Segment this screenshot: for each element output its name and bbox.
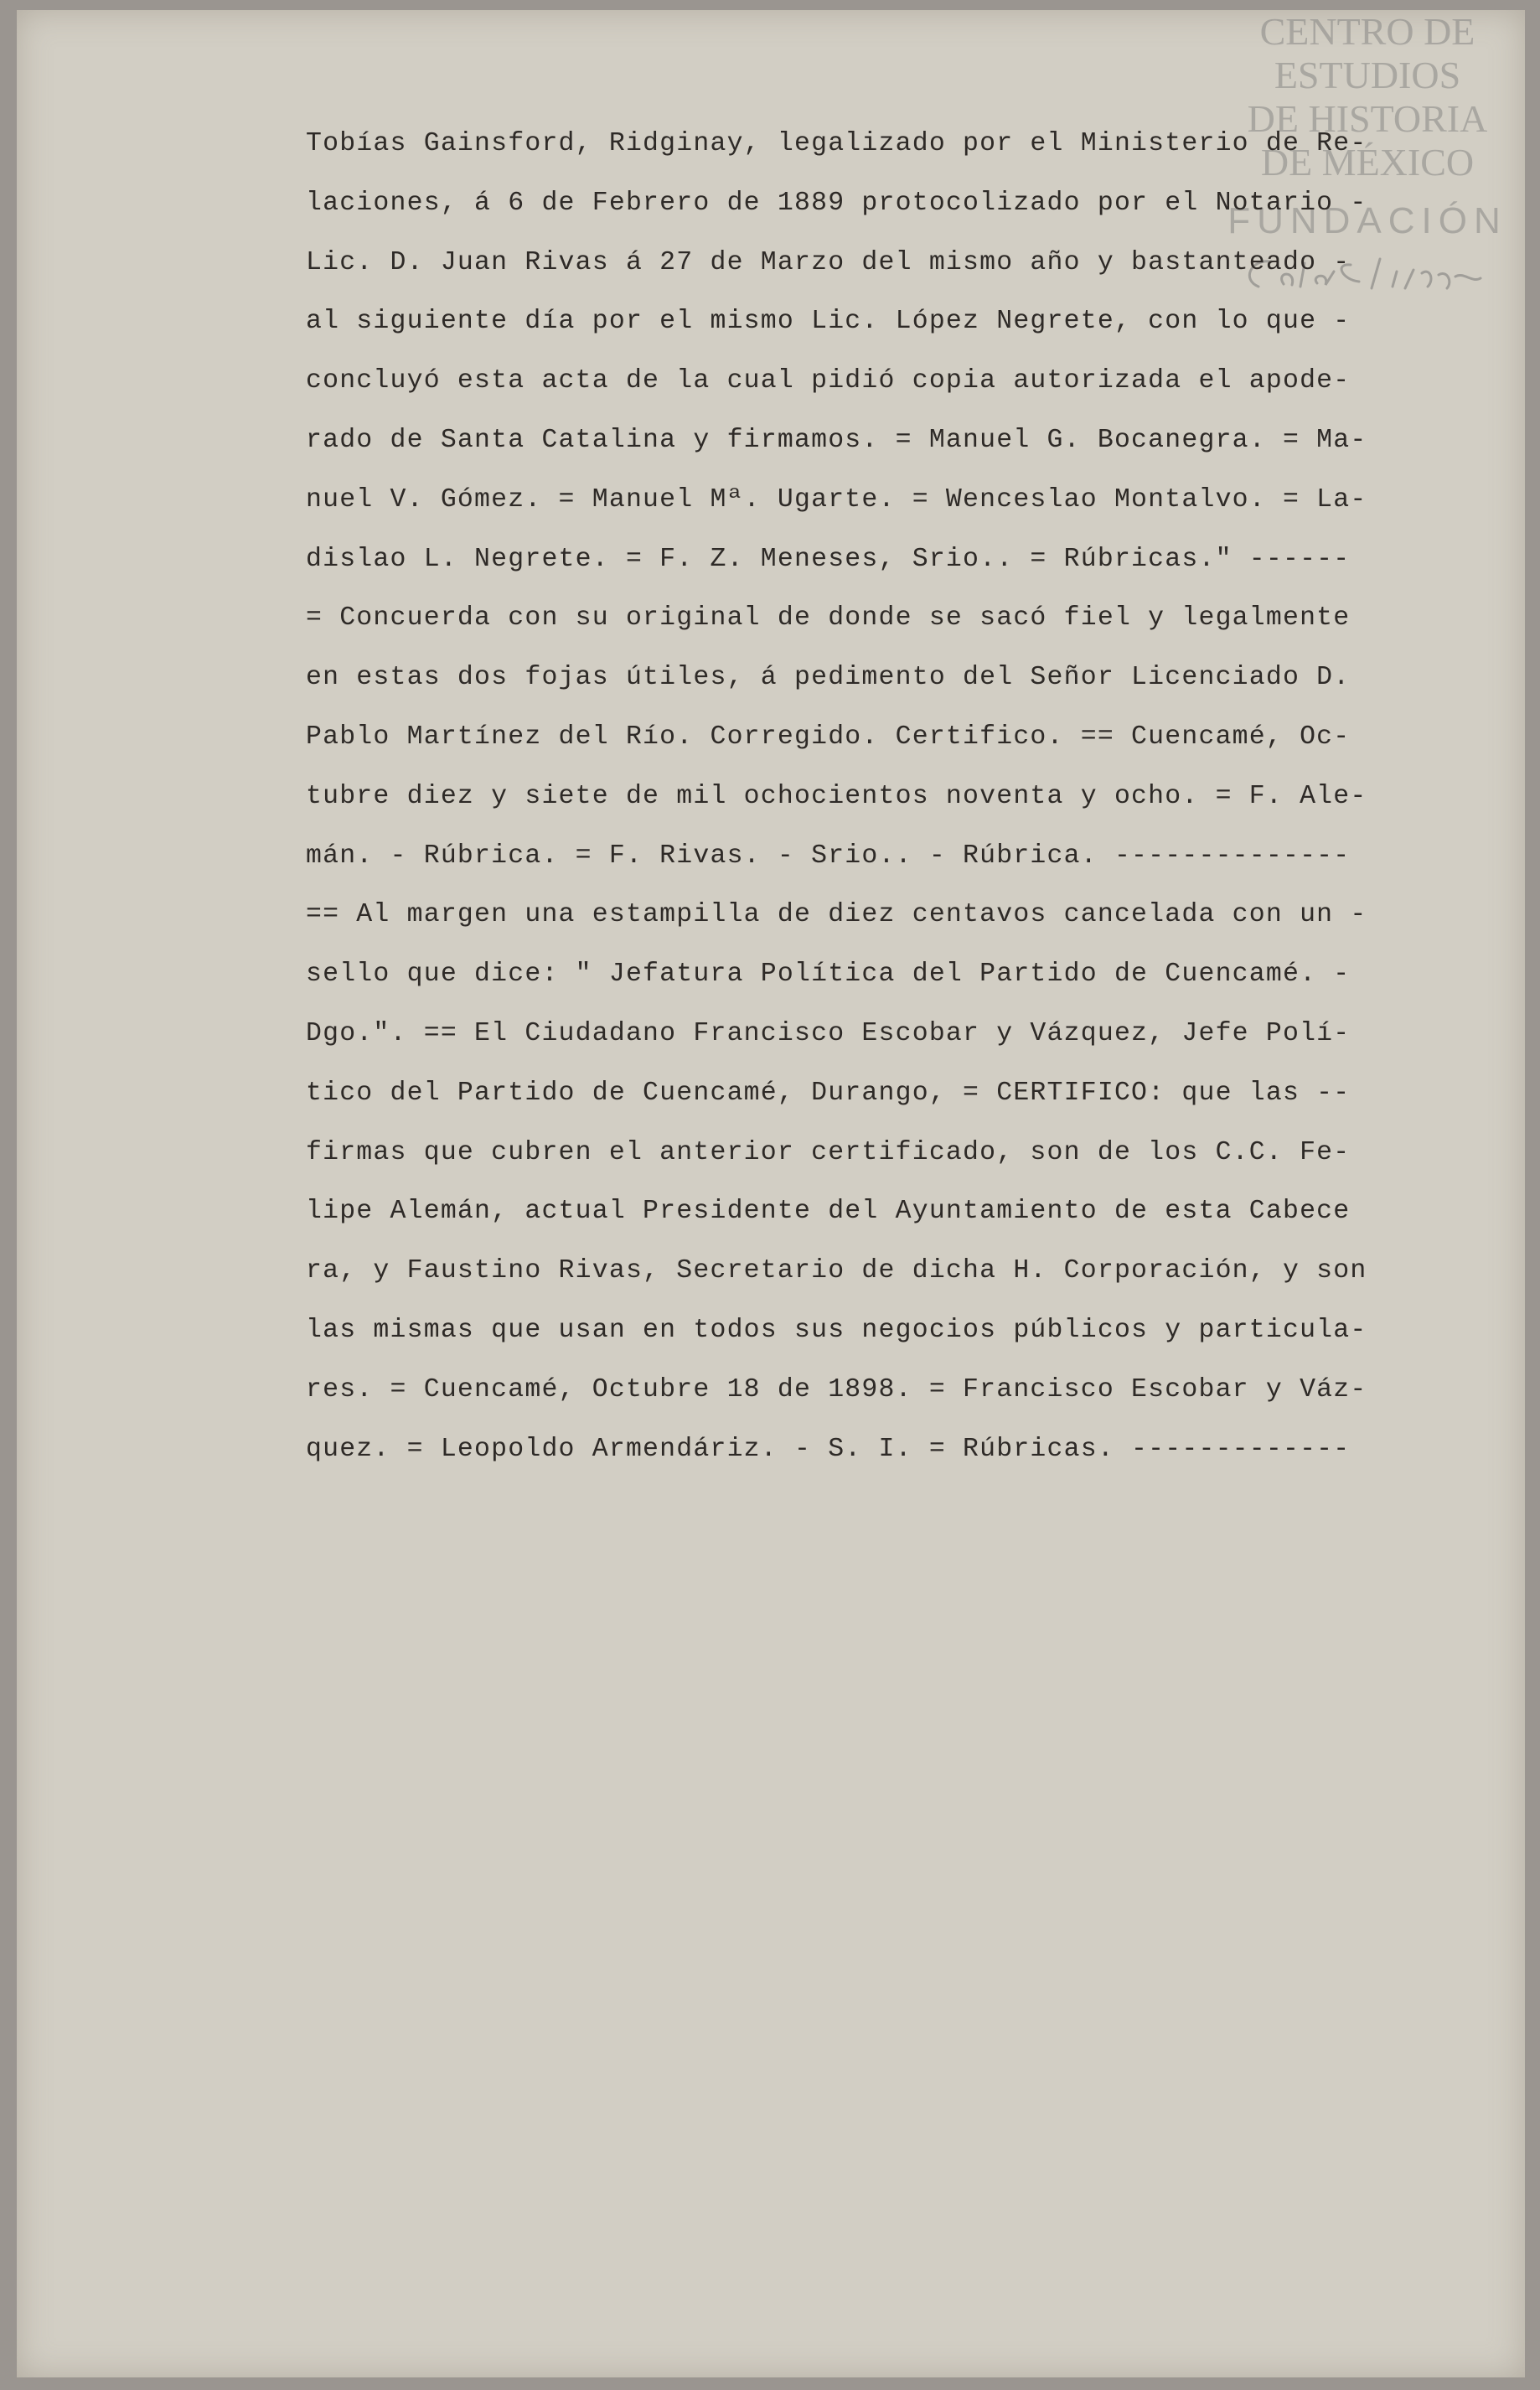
text-line: = Concuerda con su original de donde se sacó fiel y legalmente	[306, 603, 1351, 634]
text-line: sello que dice: " Jefatura Política del Partido de Cuencamé. -	[306, 960, 1351, 990]
text-line: tubre diez y siete de mil ochocientos noventa y ocho. = F. Ale-	[306, 781, 1367, 811]
text-line: mán. - Rúbrica. = F. Rivas. - Srio.. - Rúbrica. --------------	[306, 841, 1351, 871]
text-line: en estas dos fojas útiles, á pedimento del Señor Licenciado D.	[306, 663, 1351, 693]
text-line: nuel V. Gómez. = Manuel Mª. Ugarte. = Wenceslao Montalvo. = La-	[306, 484, 1367, 515]
text-line: al siguiente día por el mismo Lic. López Negrete, con lo que -	[306, 307, 1351, 337]
text-line: quez. = Leopoldo Armendáriz. - S. I. = Rúbricas. -------------	[306, 1434, 1351, 1464]
watermark-line-2: ESTUDIOS	[1274, 54, 1461, 96]
text-line: dislao L. Negrete. = F. Z. Meneses, Srio.. = Rúbricas." ------	[306, 544, 1351, 574]
text-line: Lic. D. Juan Rivas á 27 de Marzo del mismo año y bastanteado -	[306, 247, 1351, 277]
text-line: lipe Alemán, actual Presidente del Ayuntamiento de esta Cabece	[306, 1197, 1351, 1227]
document-page	[17, 10, 1525, 2377]
text-line: res. = Cuencamé, Octubre 18 de 1898. = Francisco Escobar y Váz-	[306, 1374, 1367, 1405]
text-line: rado de Santa Catalina y firmamos. = Manuel G. Bocanegra. = Ma-	[306, 425, 1367, 455]
text-line: tico del Partido de Cuencamé, Durango, = CERTIFICO: que las --	[306, 1078, 1351, 1108]
watermark-line-3: DE HISTORIA	[1247, 97, 1488, 140]
text-line: firmas que cubren el anterior certificado, son de los C.C. Fe-	[306, 1137, 1351, 1167]
text-line: las mismas que usan en todos sus negocios públicos y particula-	[306, 1315, 1367, 1345]
text-line: Dgo.". == El Ciudadano Francisco Escobar y Vázquez, Jefe Polí-	[306, 1018, 1351, 1048]
document-body	[306, 115, 1462, 1479]
text-line: ra, y Faustino Rivas, Secretario de dicha H. Corporación, y son	[306, 1256, 1367, 1286]
watermark-line-5: FUNDACIÓN	[1227, 200, 1507, 241]
text-line: laciones, á 6 de Febrero de 1889 protocolizado por el Notario -	[306, 188, 1367, 218]
text-line: concluyó esta acta de la cual pidió copia autorizada el apode-	[306, 366, 1351, 396]
watermark-line-4: DE MÉXICO	[1260, 141, 1475, 184]
watermark-line-1: CENTRO DE	[1259, 10, 1475, 53]
text-line: Pablo Martínez del Río. Corregido. Certifico. == Cuencamé, Oc-	[306, 722, 1351, 752]
text-line: Tobías Gainsford, Ridginay, legalizado por el Ministerio de Re-	[306, 129, 1367, 158]
text-line: == Al margen una estampilla de diez centavos cancelada con un -	[306, 900, 1367, 930]
